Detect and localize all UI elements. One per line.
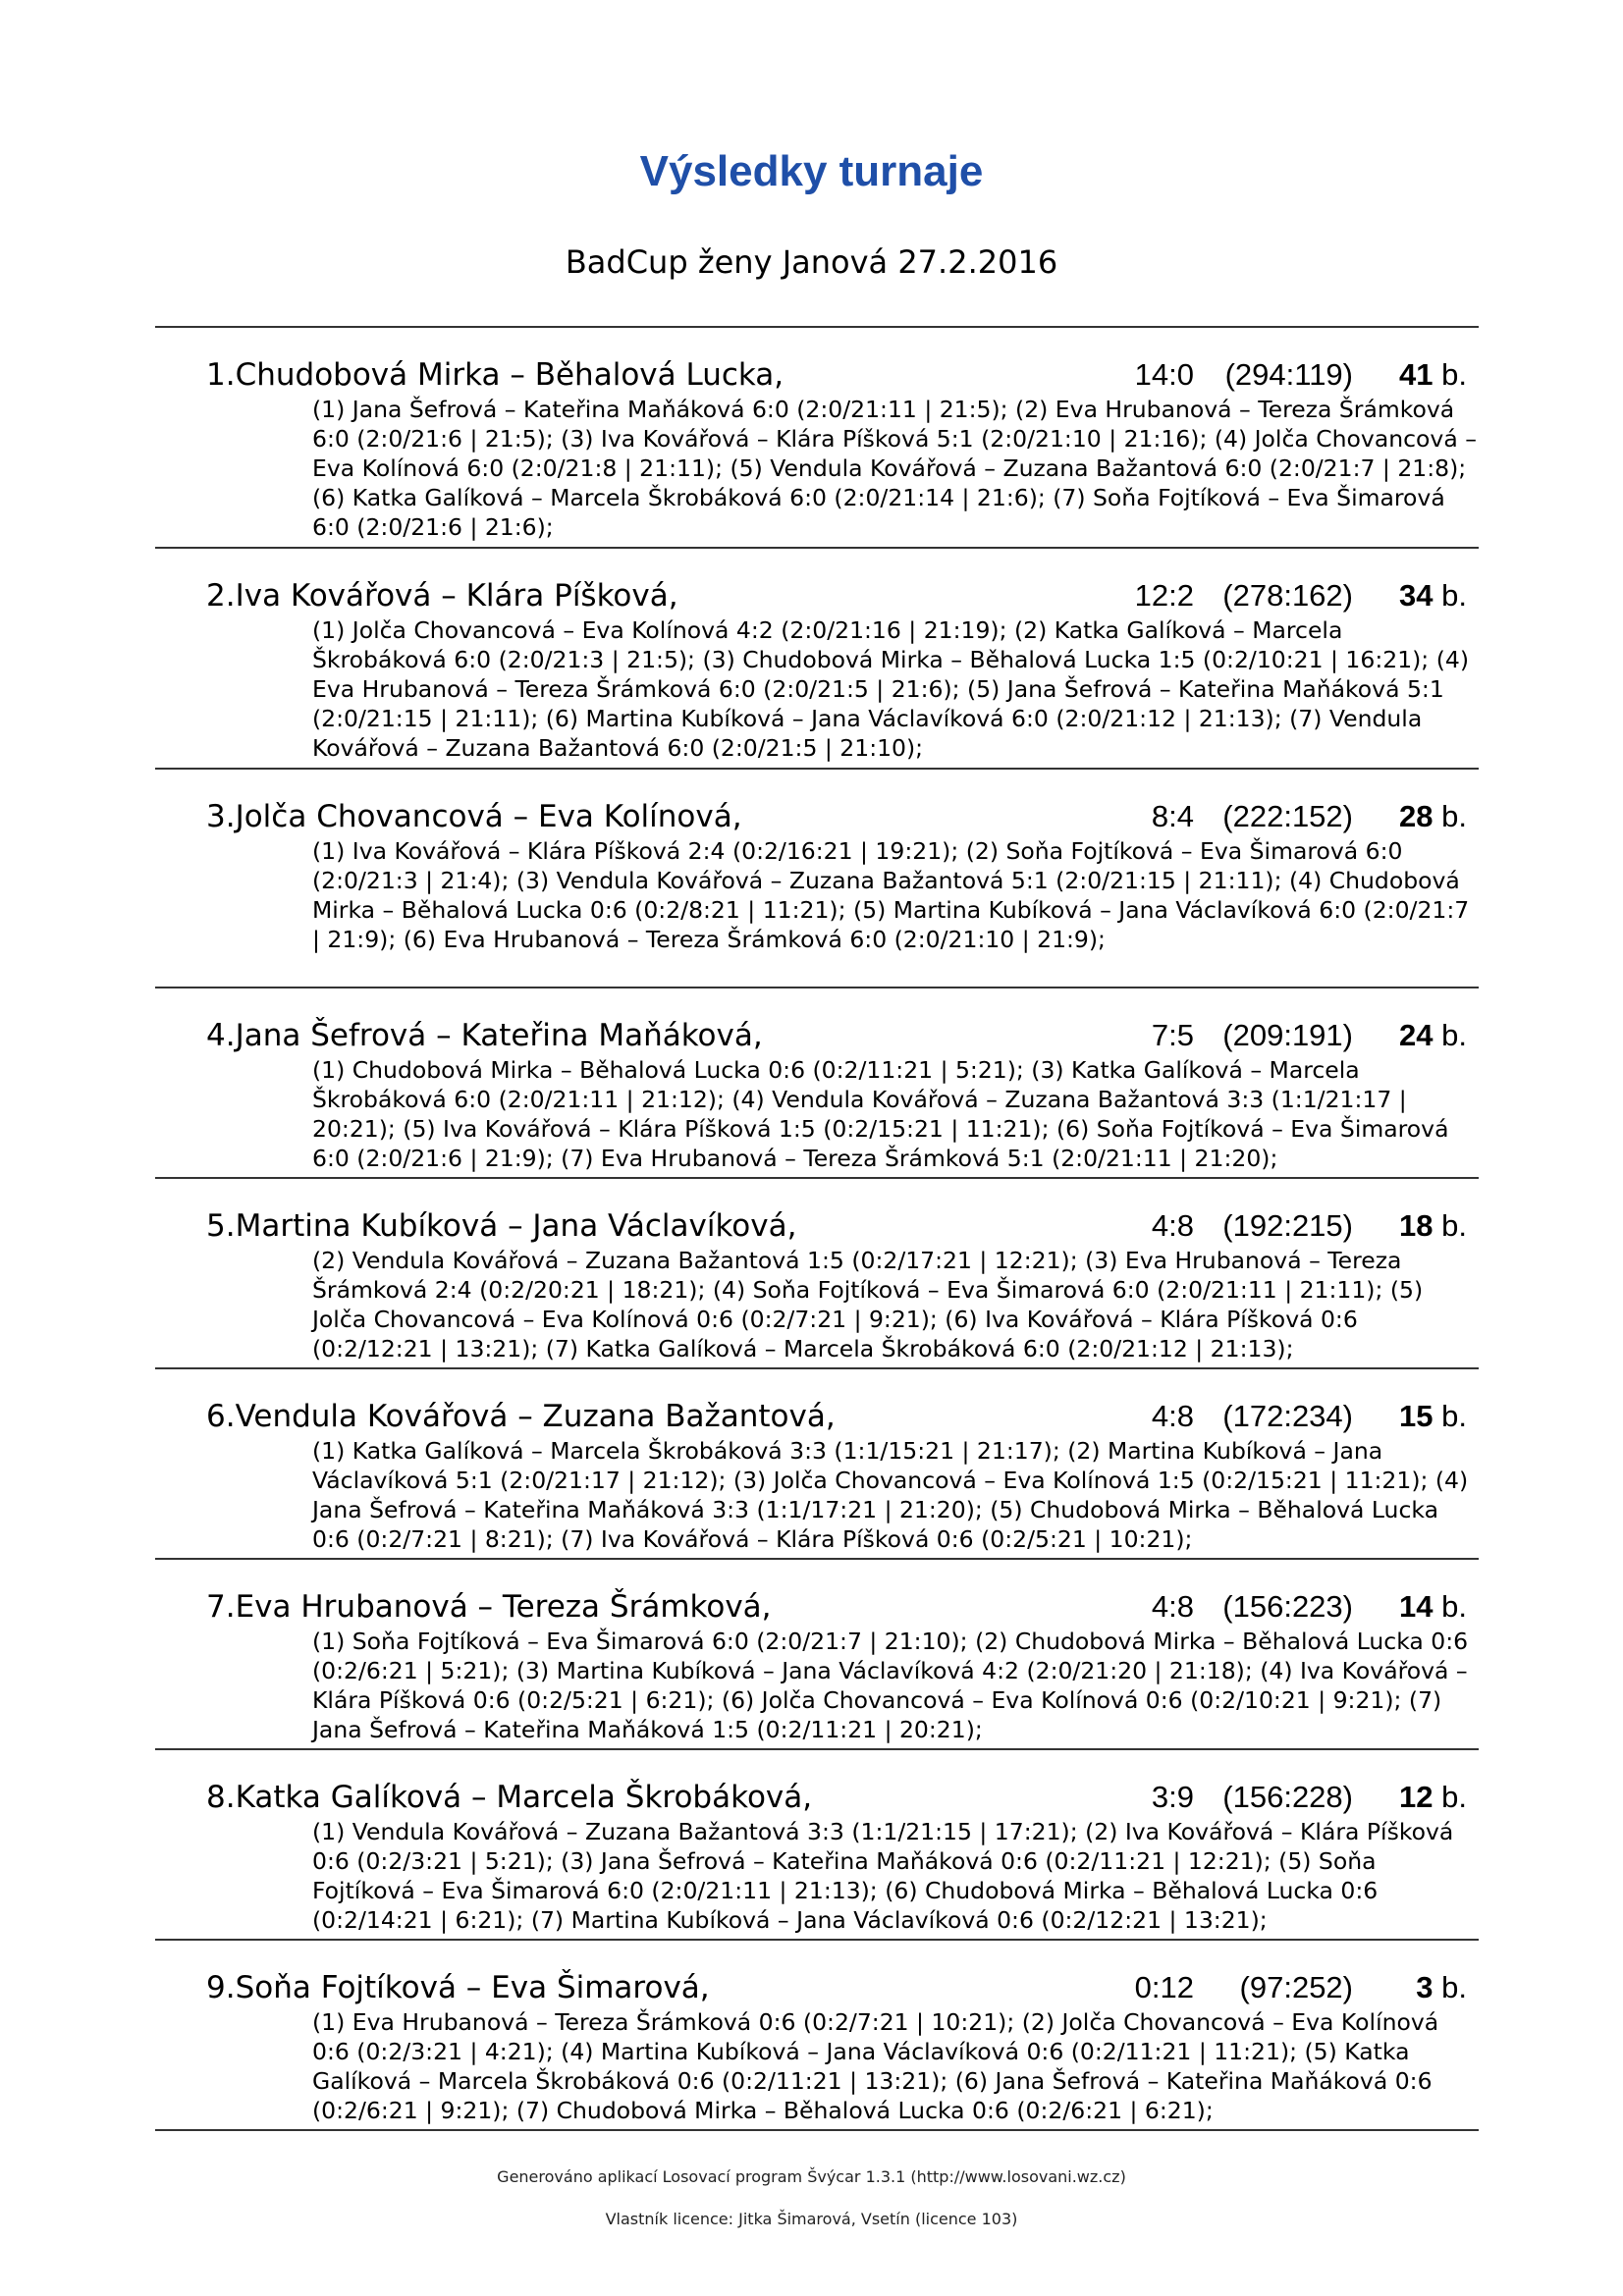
total-points: 15 b. (1399, 1399, 1467, 1433)
total-points: 3 b. (1416, 1970, 1467, 2004)
points-ratio: (172:234) (1222, 1399, 1353, 1433)
page-title: Výsledky turnaje (639, 147, 984, 195)
match-list: (1) Vendula Kovářová – Zuzana Bažantová 3:3 (1:1/21:15 | 17:21); (2) Iva Kovářová – Klára Píšková 0:6 (0:2/3:21 | 5:21); (3) Jana Šefrová – Kateřina Maňáková 0:6 (0:2/11:21 | 12:21); (5) Soňa Fojtíková – Eva Šimarová 6:0 (2:0/21:11 | 21:13); (6) Chudobová Mirka – Běhalová Lucka 0:6 (0:2/14:21 | 6:21); (7) Martina Kubíková – Jana Václavíková 0:6 (0:2/12:21 | 13:21); (312, 1818, 1454, 1934)
result-entry-6 (155, 1397, 1479, 1554)
divider (155, 547, 1479, 549)
divider (155, 1939, 1479, 1941)
points-ratio: (222:152) (1222, 799, 1353, 833)
match-list: (2) Vendula Kovářová – Zuzana Bažantová 1:5 (0:2/17:21 | 12:21); (3) Eva Hrubanová – Tereza Šrámková 2:4 (0:2/20:21 | 18:21); (4) Soňa Fojtíková – Eva Šimarová 6:0 (2:0/21:11 | 21:11); (5) Jolča Chovancová – Eva Kolínová 0:6 (0:2/7:21 | 9:21); (6) Iva Kovářová – Klára Píšková 0:6 (0:2/12:21 | 13:21); (7) Katka Galíková – Marcela Škrobáková 6:0 (2:0/21:12 | 21:13); (312, 1247, 1424, 1362)
result-entry-3 (155, 797, 1479, 954)
points-ratio: (156:228) (1222, 1780, 1353, 1814)
points-ratio: (97:252) (1239, 1970, 1353, 2004)
match-score: 3:9 (1151, 1780, 1194, 1814)
result-entry-7 (155, 1587, 1479, 1744)
match-score: 4:8 (1151, 1399, 1194, 1433)
match-score: 4:8 (1151, 1208, 1194, 1243)
team-name: 3.Jolča Chovancová – Eva Kolínová, (206, 799, 742, 834)
team-name: 7.Eva Hrubanová – Tereza Šrámková, (206, 1589, 772, 1625)
result-entry-2 (155, 576, 1479, 763)
team-name: 6.Vendula Kovářová – Zuzana Bažantová, (206, 1399, 836, 1434)
match-list: (1) Chudobová Mirka – Běhalová Lucka 0:6 (0:2/11:21 | 5:21); (3) Katka Galíková – Marcela Škrobáková 6:0 (2:0/21:11 | 21:12); (4) Vendula Kovářová – Zuzana Bažantová 3:3 (1:1/21:17 | 20:21); (5) Iva Kovářová – Klára Píšková 1:5 (0:2/15:21 | 11:21); (6) Soňa Fojtíková – Eva Šimarová 6:0 (2:0/21:6 | 21:9); (7) Eva Hrubanová – Tereza Šrámková 5:1 (2:0/21:11 | 21:20); (312, 1056, 1449, 1172)
match-score: 14:0 (1134, 357, 1194, 392)
team-name: 2.Iva Kovářová – Klára Píšková, (206, 578, 678, 614)
match-list: (1) Jolča Chovancová – Eva Kolínová 4:2 (2:0/21:16 | 21:19); (2) Katka Galíková – Marcela Škrobáková 6:0 (2:0/21:3 | 21:5); (3) Chudobová Mirka – Běhalová Lucka 1:5 (0:2/10:21 | 16:21); (4) Eva Hrubanová – Tereza Šrámková 6:0 (2:0/21:5 | 21:6); (5) Jana Šefrová – Kateřina Maňáková 5:1 (2:0/21:15 | 21:11); (6) Martina Kubíková – Jana Václavíková 6:0 (2:0/21:12 | 21:13); (7) Vendula Kovářová – Zuzana Bažantová 6:0 (2:0/21:5 | 21:10); (312, 616, 1469, 762)
divider (155, 1367, 1479, 1369)
result-entry-9 (155, 1968, 1479, 2125)
total-points: 41 b. (1399, 357, 1467, 392)
points-ratio: (278:162) (1222, 578, 1353, 613)
team-name: 9.Soňa Fojtíková – Eva Šimarová, (206, 1970, 710, 2005)
points-ratio: (156:223) (1222, 1589, 1353, 1624)
result-entry-4 (155, 1016, 1479, 1173)
match-score: 8:4 (1151, 799, 1194, 833)
team-name: 8.Katka Galíková – Marcela Škrobáková, (206, 1780, 813, 1815)
divider (155, 1748, 1479, 1750)
match-score: 12:2 (1134, 578, 1194, 613)
result-entry-8 (155, 1778, 1479, 1935)
result-entry-5 (155, 1206, 1479, 1363)
match-score: 4:8 (1151, 1589, 1194, 1624)
divider (155, 987, 1479, 988)
match-score: 0:12 (1134, 1970, 1194, 2004)
points-ratio: (192:215) (1222, 1208, 1353, 1243)
total-points: 12 b. (1399, 1780, 1467, 1814)
total-points: 34 b. (1399, 578, 1467, 613)
footer-license: Vlastník licence: Jitka Šimarová, Vsetín (licence 103) (605, 2210, 1018, 2228)
match-list: (1) Eva Hrubanová – Tereza Šrámková 0:6 (0:2/7:21 | 10:21); (2) Jolča Chovancová – Eva Kolínová 0:6 (0:2/3:21 | 4:21); (4) Martina Kubíková – Jana Václavíková 0:6 (0:2/11:21 | 11:21); (5) Katka Galíková – Marcela Škrobáková 0:6 (0:2/11:21 | 13:21); (6) Jana Šefrová – Kateřina Maňáková 0:6 (0:2/6:21 | 9:21); (7) Chudobová Mirka – Běhalová Lucka 0:6 (0:2/6:21 | 6:21); (312, 2008, 1439, 2124)
total-points: 18 b. (1399, 1208, 1467, 1243)
total-points: 14 b. (1399, 1589, 1467, 1624)
team-name: 5.Martina Kubíková – Jana Václavíková, (206, 1208, 797, 1244)
total-points: 28 b. (1399, 799, 1467, 833)
total-points: 24 b. (1399, 1018, 1467, 1052)
team-name: 1.Chudobová Mirka – Běhalová Lucka, (206, 357, 784, 393)
match-list: (1) Katka Galíková – Marcela Škrobáková 3:3 (1:1/15:21 | 21:17); (2) Martina Kubíková – Jana Václavíková 5:1 (2:0/21:17 | 21:12); (3) Jolča Chovancová – Eva Kolínová 1:5 (0:2/15:21 | 11:21); (4) Jana Šefrová – Kateřina Maňáková 3:3 (1:1/17:21 | 21:20); (5) Chudobová Mirka – Běhalová Lucka 0:6 (0:2/7:21 | 8:21); (7) Iva Kovářová – Klára Píšková 0:6 (0:2/5:21 | 10:21); (312, 1437, 1469, 1553)
footer-generated: Generováno aplikací Losovací program Švýcar 1.3.1 (http://www.losovani.wz.cz) (497, 2167, 1126, 2186)
divider (155, 2129, 1479, 2131)
team-name: 4.Jana Šefrová – Kateřina Maňáková, (206, 1018, 763, 1053)
match-list: (1) Soňa Fojtíková – Eva Šimarová 6:0 (2:0/21:7 | 21:10); (2) Chudobová Mirka – Běhalová Lucka 0:6 (0:2/6:21 | 5:21); (3) Martina Kubíková – Jana Václavíková 4:2 (2:0/21:20 | 21:18); (4) Iva Kovářová – Klára Píšková 0:6 (0:2/5:21 | 6:21); (6) Jolča Chovancová – Eva Kolínová 0:6 (0:2/10:21 | 9:21); (7) Jana Šefrová – Kateřina Maňáková 1:5 (0:2/11:21 | 20:21); (312, 1628, 1469, 1743)
divider (155, 326, 1479, 328)
page-subtitle: BadCup ženy Janová 27.2.2016 (565, 243, 1058, 281)
match-list: (1) Iva Kovářová – Klára Píšková 2:4 (0:2/16:21 | 19:21); (2) Soňa Fojtíková – Eva Šimarová 6:0 (2:0/21:3 | 21:4); (3) Vendula Kovářová – Zuzana Bažantová 5:1 (2:0/21:15 | 21:11); (4) Chudobová Mirka – Běhalová Lucka 0:6 (0:2/8:21 | 11:21); (5) Martina Kubíková – Jana Václavíková 6:0 (2:0/21:7 | 21:9); (6) Eva Hrubanová – Tereza Šrámková 6:0 (2:0/21:10 | 21:9); (312, 837, 1470, 953)
divider (155, 1558, 1479, 1560)
points-ratio: (209:191) (1222, 1018, 1353, 1052)
points-ratio: (294:119) (1224, 357, 1353, 392)
match-score: 7:5 (1151, 1018, 1194, 1052)
result-entry-1 (155, 355, 1479, 542)
match-list: (1) Jana Šefrová – Kateřina Maňáková 6:0 (2:0/21:11 | 21:5); (2) Eva Hrubanová – Tereza Šrámková 6:0 (2:0/21:6 | 21:5); (3) Iva Kovářová – Klára Píšková 5:1 (2:0/21:10 | 21:16); (4) Jolča Chovancová – Eva Kolínová 6:0 (2:0/21:8 | 21:11); (5) Vendula Kovářová – Zuzana Bažantová 6:0 (2:0/21:7 | 21:8); (6) Katka Galíková – Marcela Škrobáková 6:0 (2:0/21:14 | 21:6); (7) Soňa Fojtíková – Eva Šimarová 6:0 (2:0/21:6 | 21:6); (312, 396, 1477, 541)
divider (155, 768, 1479, 770)
divider (155, 1177, 1479, 1179)
